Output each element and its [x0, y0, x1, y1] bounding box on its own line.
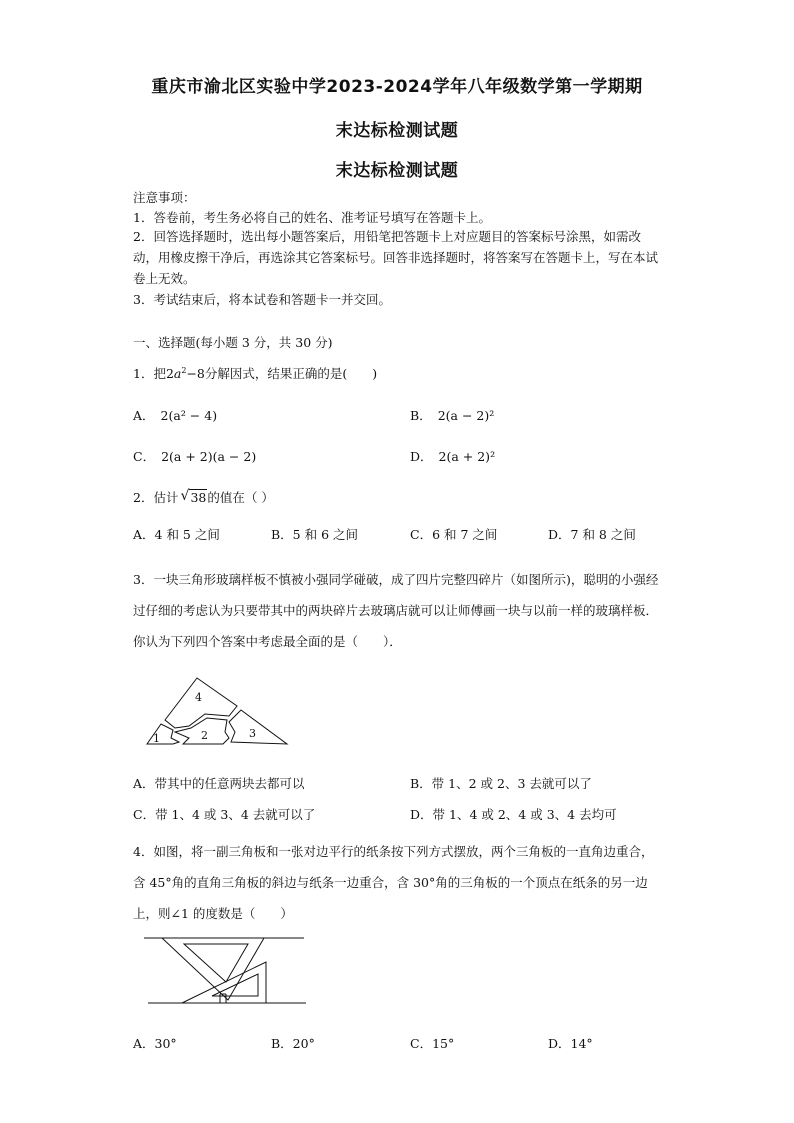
- square-root-symbol: √ 38: [180, 488, 207, 505]
- notes-item-1: 1．答卷前，考生务必将自己的姓名、准考证号填写在答题卡上。: [133, 210, 491, 225]
- notes-header: 注意事项：: [133, 190, 196, 205]
- question-4-option-a: A．30°: [133, 1036, 177, 1051]
- question-4-option-d: D．14°: [548, 1036, 593, 1051]
- section-heading: 一、选择题(每小题 3 分，共 30 分): [133, 335, 333, 350]
- exam-title-line1: 重庆市渝北区实验中学2023-2024学年八年级数学第一学期期: [151, 77, 643, 97]
- question-3-option-a: A．带其中的任意两块去都可以: [133, 776, 305, 791]
- fragment-3: [229, 710, 287, 744]
- question-3-option-b: B．带 1、2 或 2、3 去就可以了: [410, 776, 592, 791]
- fragment-label-4: 4: [195, 691, 202, 704]
- question-4-option-b: B．20°: [271, 1036, 315, 1051]
- fragment-label-2: 2: [201, 729, 208, 742]
- question-2-option-c: C．6 和 7 之间: [410, 527, 498, 542]
- triangle-ruler-figure: [140, 930, 312, 1010]
- question-2-option-b: B．5 和 6 之间: [271, 527, 359, 542]
- question-1-stem: 1．把$2a^2-8$分解因式，结果正确的是( ): [133, 365, 378, 381]
- exam-title-line2: 末达标检测试题: [335, 121, 459, 141]
- question-1-option-d: D． 2(a + 2)²: [410, 449, 496, 464]
- set-square-45: [162, 938, 264, 1000]
- notes-item-3: 3．考试结束后，将本试卷和答题卡一并交回。: [133, 292, 391, 307]
- question-4-stem: 4．如图，将一副三角板和一张对边平行的纸条按下列方式摆放，两个三角板的一直角边重合，含 45°角的直角三角板的斜边与纸条一边重合，含 30°角的三角板的一个顶点在纸条的另一边上，则∠1 的度数是（ ）: [133, 844, 654, 921]
- question-3-option-c: C．带 1、4 或 3、4 去就可以了: [133, 807, 316, 822]
- question-2-option-a: A．4 和 5 之间: [133, 527, 220, 542]
- fragment-label-1: 1: [153, 732, 160, 745]
- notes-item-2: 2．回答选择题时，选出每小题答案后，用铅笔把答题卡上对应题目的答案标号涂黑，如需改动，用橡皮擦干净后，再选涂其它答案标号。回答非选择题时，将答案写在答题卡上，写在本试卷上无效。: [133, 229, 659, 286]
- fragment-label-3: 3: [249, 727, 256, 740]
- broken-triangle-figure: [145, 676, 295, 748]
- question-1-option-c: C． 2(a + 2)(a − 2): [133, 449, 257, 464]
- question-1-option-b: B． 2(a − 2)²: [410, 408, 495, 423]
- question-2-option-d: D．7 和 8 之间: [548, 527, 636, 542]
- question-4-option-c: C．15°: [410, 1036, 455, 1051]
- exam-title-line3: 末达标检测试题: [335, 161, 459, 181]
- question-1-option-a: A． 2(a² − 4): [133, 408, 218, 423]
- question-3-stem: 3．一块三角形玻璃样板不慎被小强同学碰破，成了四片完整四碎片（如图所示)，聪明的小强经过仔细的考虑认为只要带其中的两块碎片去玻璃店就可以让师傅画一块与以前一样的玻璃样板．你认为下列四个答案中考虑最全面的是（ ）．: [133, 572, 659, 649]
- question-2-stem: 2．估计 √ 38的值在（ ）: [133, 488, 274, 505]
- question-3-option-d: D．带 1、4 或 2、4 或 3、4 去均可: [410, 807, 617, 822]
